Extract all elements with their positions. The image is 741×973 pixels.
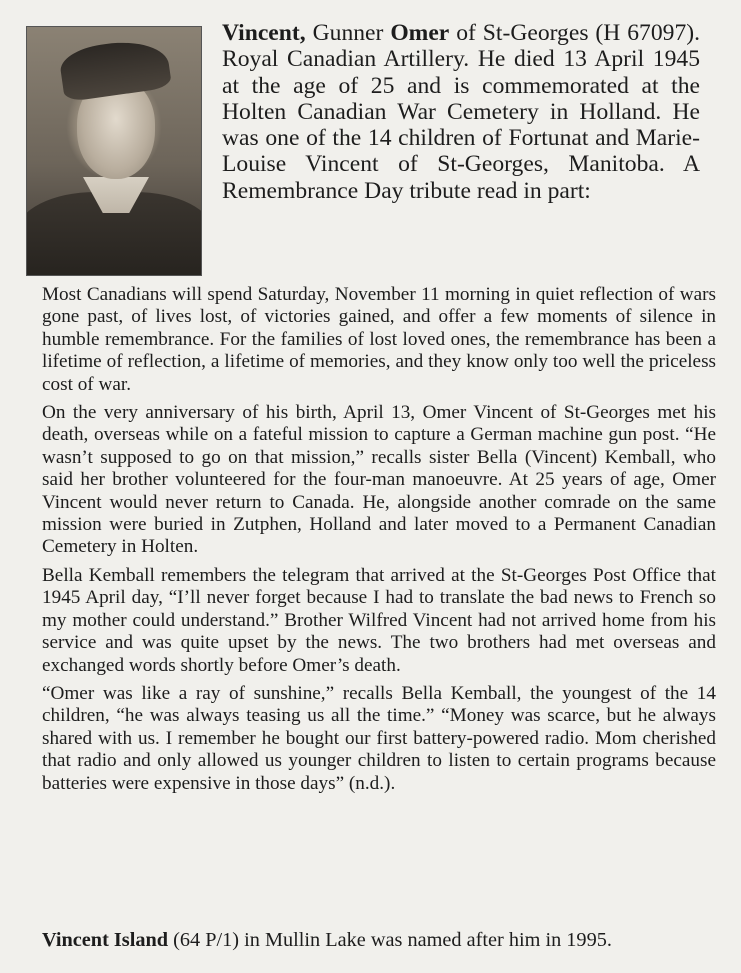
tribute-paragraph: On the very anniversary of his birth, April 13, Omer Vincent of St-Georges met his death, overseas while on a fateful mission to capture a German machine gun post. “He wasn’t supposed to go on that mission,” recalls sister Bella (Vincent) Kemball, who said her brother volunteered for the four-man manoeuvre. At 25 years of age, Omer Vincent would never return to Canada. He, alongside another comrade on the same mission were buried in Zutphen, Holland and later moved to a Permanent Canadian Cemetery in Holten. [42,402,716,558]
tribute-body [42,284,716,801]
tribute-paragraph: Most Canadians will spend Saturday, November 11 morning in quiet reflection of wars gone past, of lives lost, of victories gained, and offer a few moments of silence in humble remembrance. For the families of lost loved ones, the remembrance has been a lifetime of reflection, a lifetime of memories, and they know only too well the priceless cost of war. [42,284,716,395]
tribute-paragraph: “Omer was like a ray of sunshine,” recalls Bella Kemball, the youngest of the 14 children, “he was always teasing us all the time.” “Money was scarce, but he always shared with us. I remember he bought our first battery-powered radio. Mom cherished that radio and only allowed us younger children to listen to certain programs because batteries were expensive in those days” (n.d.). [42,682,716,794]
intro-text: of St-Georges (H 67097). Royal Canadian Artillery. He died 13 April 1945 at the age of 25 and is commemorated at the Holten Canadian War Cemetery in Holland. He was one of the 14 children of Fortunat and Marie-Louise Vincent of St-Georges, Manitoba. A Remembrance Day tribute read in part: [222,20,700,204]
place-name: Vincent Island [42,929,169,951]
footer-line [42,928,732,952]
rank: Gunner [312,20,384,46]
given-name: Omer [390,20,450,46]
tribute-paragraph: Bella Kemball remembers the telegram that arrived at the St-Georges Post Office that 1945 April day, “I’ll never forget because I had to translate the bad news to French so my mother could understand.” Brother Wilfred Vincent had not arrived home from his service and was quite upset by the news. The two brothers had met overseas and exchanged words shortly before Omer’s death. [42,564,716,676]
map-ref: (64 P/1) [173,929,240,951]
intro-paragraph [222,20,700,204]
portrait-photo [26,26,202,276]
footer-text: in Mullin Lake was named after him in 1995. [244,929,612,951]
surname: Vincent, [222,20,306,46]
photo-cap [58,36,172,103]
